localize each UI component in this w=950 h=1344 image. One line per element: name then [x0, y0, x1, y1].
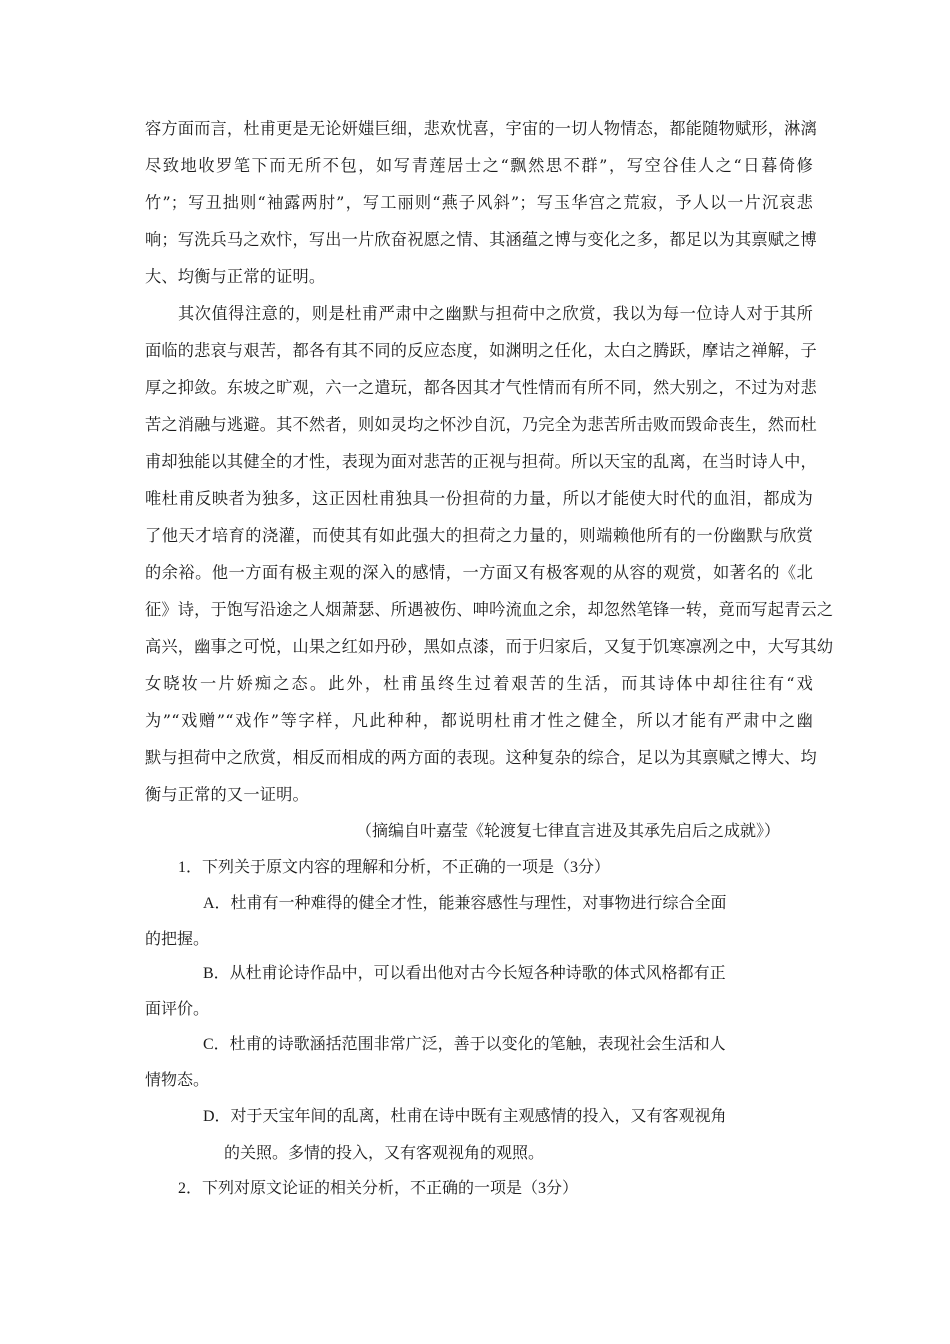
text-line: 响；写洗兵马之欢忭，写出一片欣奋祝愿之情、其涵蕴之博与变化之多，都足以为其禀赋之博 [145, 230, 817, 249]
text-line: 了他天才培育的浇灌，而使其有如此强大的担荷之力量的，则端赖他所有的一份幽默与欣赏 [145, 526, 813, 545]
option-text: C．杜甫的诗歌涵括范围非常广泛，善于以变化的笔触，表现社会生活和人 [203, 1036, 726, 1053]
text-line: 尽致地收罗笔下而无所不包，如写青莲居士之“飘然思不群”，写空谷佳人之“日暮倚修 [145, 156, 813, 175]
text-line: 唯杜甫反映者为独多，这正因杜甫独具一份担荷的力量，所以才能使大时代的血泪，都成为 [145, 489, 813, 508]
text-line: 默与担荷中之欣赏，相反而相成的两方面的表现。这种复杂的综合，足以为其禀赋之博大、均 [145, 748, 817, 767]
text-line: 竹”；写丑拙则“袖露两肘”，写工丽则“燕子风斜”；写玉华宫之荒寂，予人以一片沉哀悲 [145, 193, 813, 212]
option-text: 的把握。 [145, 931, 210, 948]
text-line: 面临的悲哀与艰苦，都各有其不同的反应态度，如渊明之任化，太白之腾跃，摩诘之禅解，子 [145, 341, 817, 360]
text-line: 甫却独能以其健全的才性，表现为面对悲苦的正视与担荷。所以天宝的乱离，在当时诗人中， [145, 452, 817, 471]
text-line: 女晓妆一片娇痴之态。此外，杜甫虽终生过着艰苦的生活，而其诗体中却往往有“戏 [145, 674, 813, 693]
option-text: A．杜甫有一种难得的健全才性，能兼容感性与理性，对事物进行综合全面 [203, 895, 727, 912]
option-text: B．从杜甫论诗作品中，可以看出他对古今长短各种诗歌的体式风格都有正 [203, 965, 726, 982]
text-line: 为”“戏赠”“戏作”等字样，凡此种种，都说明杜甫才性之健全，所以才能有严肃中之幽 [145, 711, 813, 730]
source-citation: （摘编自叶嘉莹《轮渡复七律直言进及其承先启后之成就》） [356, 823, 781, 840]
question-stem: 2．下列对原文论证的相关分析，不正确的一项是（3分） [178, 1180, 579, 1197]
text-line: 容方面而言，杜甫更是无论妍媸巨细，悲欢忧喜，宇宙的一切人物情态，都能随物赋形，淋漓 [145, 119, 817, 138]
text-line: 其次值得注意的，则是杜甫严肃中之幽默与担荷中之欣赏，我以为每一位诗人对于其所 [178, 304, 813, 323]
text-line: 高兴，幽事之可悦，山果之红如丹砂，黑如点漆，而于归家后，又复于饥寒凛冽之中，大写其幼 [145, 637, 834, 656]
text-line: 大、均衡与正常的证明。 [145, 267, 326, 286]
question-stem: 1．下列关于原文内容的理解和分析，不正确的一项是（3分） [178, 859, 611, 876]
text-line: 衡与正常的又一证明。 [145, 785, 309, 804]
text-line: 苦之消融与逃避。其不然者，则如灵均之怀沙自沉，乃完全为悲苦所击败而毁命丧生，然而杜 [145, 415, 817, 434]
text-line: 的余裕。他一方面有极主观的深入的感情，一方面又有极客观的从容的观赏，如著名的《北 [145, 563, 813, 582]
text-line: 厚之抑敛。东坡之旷观，六一之遣玩，都各因其才气性情而有所不同，然大别之，不过为对悲 [145, 378, 817, 397]
option-text: 情物态。 [145, 1072, 210, 1089]
option-text: 面评价。 [145, 1001, 210, 1018]
option-text: 的关照。多情的投入，又有客观视角的观照。 [224, 1145, 545, 1162]
text-line: 征》诗，于饱写沿途之人烟萧瑟、所遇被伤、呻吟流血之余，却忽然笔锋一转，竟而写起青云之 [145, 600, 834, 619]
option-text: D．对于天宝年间的乱离，杜甫在诗中既有主观感情的投入，又有客观视角 [203, 1108, 727, 1125]
